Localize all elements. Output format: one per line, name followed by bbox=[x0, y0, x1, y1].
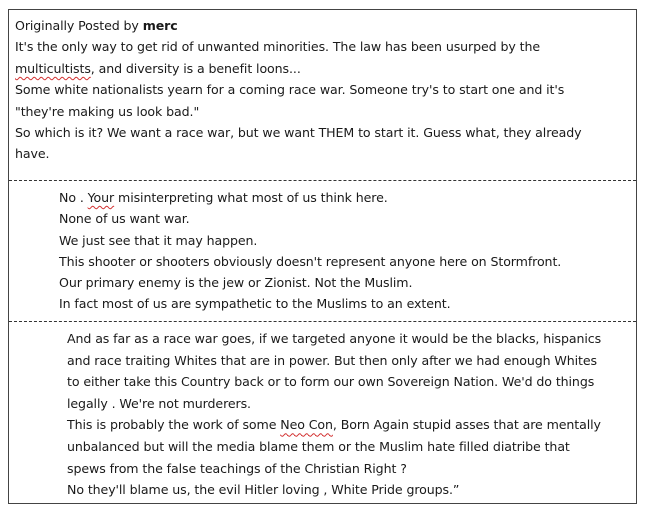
reply-two-body bbox=[67, 328, 630, 501]
text-run: have. bbox=[15, 146, 50, 162]
text-line bbox=[59, 251, 630, 272]
spellcheck-word: Your bbox=[87, 190, 115, 205]
text-run: None of us want war. bbox=[59, 211, 190, 227]
text-run: legally . We're not murderers. bbox=[67, 395, 251, 411]
quote-attribution bbox=[15, 15, 630, 36]
text-run: In fact most of us are sympathetic to the Muslims to an extent. bbox=[59, 296, 451, 312]
text-line bbox=[59, 187, 630, 208]
text-run: , Born Again stupid asses that are mentally bbox=[332, 417, 601, 433]
text-line bbox=[67, 371, 630, 393]
text-run: misinterpreting what most of us think here. bbox=[114, 190, 388, 205]
text-run: and race traiting Whites that are in power. But then only after we had enough Whites bbox=[67, 352, 597, 368]
text-run: No they'll blame us, the evil Hitler loving , White Pride groups.” bbox=[67, 482, 460, 498]
forum-post-frame bbox=[8, 9, 637, 504]
text-line bbox=[67, 458, 630, 480]
text-line bbox=[15, 58, 630, 79]
text-run: unbalanced but will the media blame them or the Muslim hate filled diatribe that bbox=[67, 438, 570, 454]
text-line bbox=[59, 208, 630, 229]
text-run: This shooter or shooters obviously doesn't represent anyone here on Stormfront. bbox=[59, 253, 562, 269]
reply-section-two bbox=[9, 321, 636, 503]
text-line bbox=[67, 350, 630, 372]
text-line bbox=[67, 436, 630, 458]
text-line bbox=[15, 36, 630, 57]
posted-by-label: Originally Posted by bbox=[15, 18, 143, 33]
text-run: Some white nationalists yearn for a coming race war. Someone try's to start one and it's bbox=[15, 82, 565, 98]
reply-one-body bbox=[59, 187, 630, 315]
text-run: We just see that it may happen. bbox=[59, 232, 258, 248]
text-run: to either take this Country back or to form our own Sovereign Nation. We'd do things bbox=[67, 374, 595, 390]
text-run: Our primary enemy is the jew or Zionist. Not the Muslim. bbox=[59, 275, 413, 291]
text-run: It's the only way to get rid of unwanted minorities. The law has been usurped by the bbox=[15, 39, 540, 55]
text-line bbox=[67, 328, 630, 350]
text-line bbox=[67, 414, 630, 436]
text-line bbox=[15, 143, 630, 164]
spellcheck-word: Neo Con bbox=[280, 417, 333, 433]
spellcheck-word: multicultists bbox=[15, 60, 91, 76]
text-run: This is probably the work of some bbox=[67, 417, 281, 433]
text-line bbox=[59, 293, 630, 314]
text-run: "they're making us look bad." bbox=[15, 103, 200, 119]
text-line bbox=[67, 393, 630, 415]
text-run: spews from the false teachings of the Christian Right ? bbox=[67, 460, 407, 476]
text-run: No . bbox=[59, 190, 88, 205]
text-line bbox=[15, 101, 630, 122]
text-run: , and diversity is a benefit loons... bbox=[90, 60, 301, 76]
text-line bbox=[67, 479, 630, 501]
text-run: And as far as a race war goes, if we targeted anyone it would be the blacks, hispanics bbox=[67, 331, 602, 346]
text-line bbox=[59, 272, 630, 293]
reply-section-one bbox=[9, 180, 636, 321]
quote-body bbox=[15, 36, 630, 164]
text-run: So which is it? We want a race war, but we want THEM to start it. Guess what, they already bbox=[15, 125, 582, 141]
quoted-post bbox=[9, 10, 636, 180]
quote-username: merc bbox=[142, 18, 178, 33]
text-line bbox=[59, 230, 630, 251]
text-line bbox=[15, 122, 630, 143]
text-line bbox=[15, 79, 630, 100]
